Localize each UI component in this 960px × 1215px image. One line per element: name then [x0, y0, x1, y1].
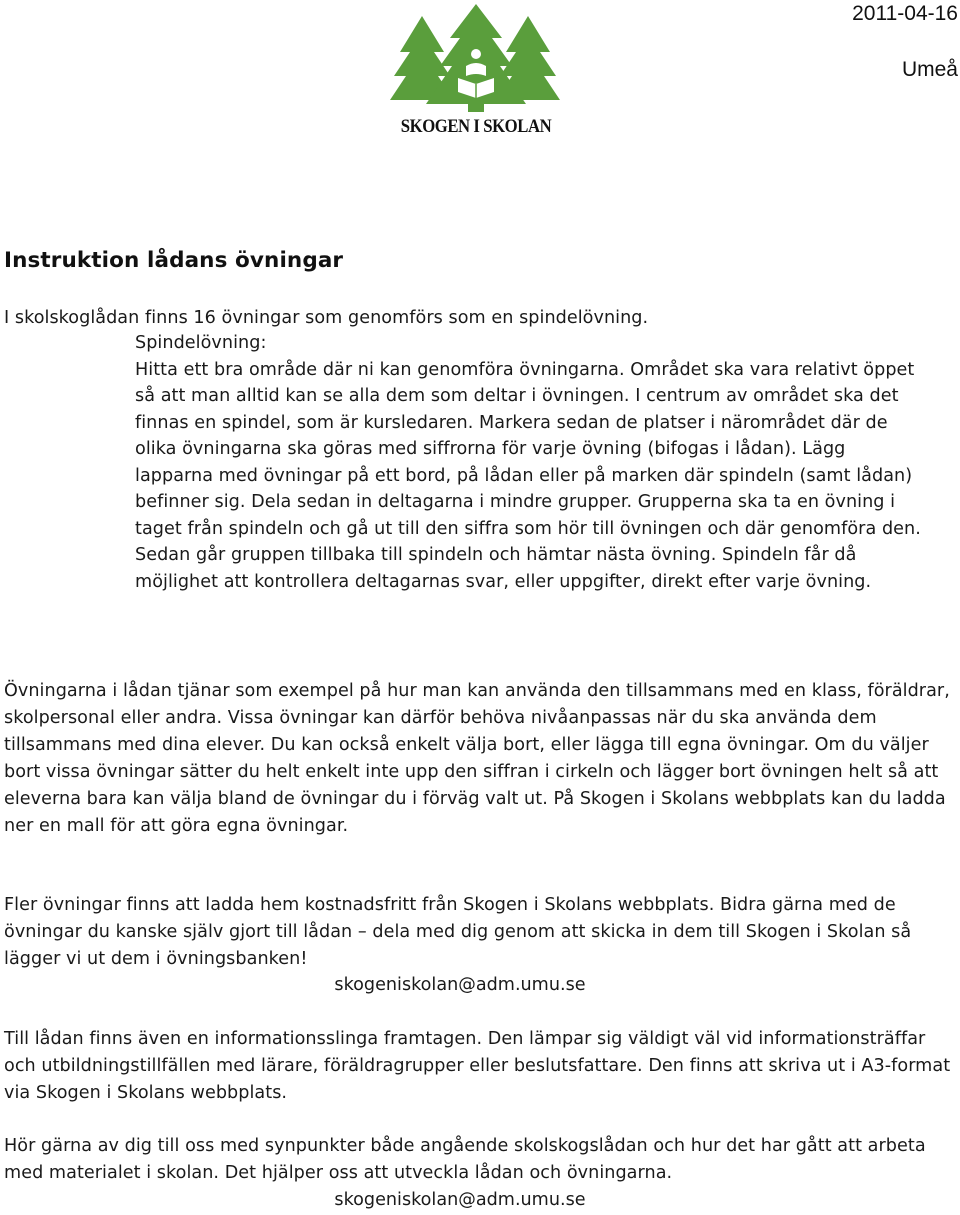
- spindel-section: [135, 330, 925, 595]
- informationsslinga-paragraph: Till lådan finns även en informationsslinga framtagen. Den lämpar sig väldigt väl vid informationsträffar och utbildningstillfällen med lärare, föräldragrupper eller beslutsfattare. Den finns att skriva ut i A3-format via Skogen i Skolans webbplats.: [4, 1029, 951, 1103]
- contact-email: skogeniskolan@adm.umu.se: [334, 975, 586, 995]
- contact-email-footer: skogeniskolan@adm.umu.se: [334, 1190, 586, 1210]
- spindel-label: Spindelövning:: [135, 333, 267, 353]
- feedback-paragraph: Hör gärna av dig till oss med synpunkter både angående skolskogslådan och hur det har gått att arbeta med materialet i skolan. Det hjälper oss att utveckla lådan och övningarna.: [4, 1136, 926, 1183]
- logo-text: SKOGEN I SKOLAN: [400, 116, 552, 137]
- intro-paragraph: I skolskoglådan finns 16 övningar som genomförs som en spindelövning.: [4, 308, 649, 328]
- document-place: Umeå: [901, 58, 958, 81]
- forest-reader-icon: [388, 4, 564, 116]
- exempel-paragraph: Övningarna i lådan tjänar som exempel på hur man kan använda den tillsammans med en klass, föräldrar, skolpersonal eller andra. Vissa övningar kan därför behöva nivåanpassas när du ska använda dem tillsammans med dina elever. Du kan också enkelt välja bort, eller lägga till egna övningar. Om du väljer bort vissa övningar sätter du helt enkelt inte upp den siffran i cirkeln och lägger bort övningen helt så att eleverna bara kan välja bland de övningar du i förväg valt ut. På Skogen i Skolans webbplats kan du ladda ner en mall för att göra egna övningar.: [4, 681, 950, 836]
- document-date: 2011-04-16: [852, 2, 958, 25]
- fler-ovningar-paragraph: Fler övningar finns att ladda hem kostnadsfritt från Skogen i Skolans webbplats. Bidra gärna med de övningar du kanske själv gjort till lådan – dela med dig genom att skicka in dem till Skogen i Skolan så lägger vi ut dem i övningsbanken!: [4, 895, 912, 969]
- skogen-i-skolan-logo: [388, 4, 564, 142]
- spindel-text: Hitta ett bra område där ni kan genomföra övningarna. Området ska vara relativt öppet så att man alltid kan se alla dem som deltar i övningen. I centrum av området ska det finnas en spindel, som är kursledaren. Markera sedan de platser i närområdet där de olika övningarna ska göras med siffrorna för varje övning (bifogas i lådan). Lägg lapparna med övningar på ett bord, på lådan eller på marken där spindeln (samt lådan) befinner sig. Dela sedan in deltagarna i mindre grupper. Grupperna ska ta en övning i taget från spindeln och gå ut till den siffra som hör till övningen och där genomföra den. Sedan går gruppen tillbaka till spindeln och hämtar nästa övning. Spindeln får då möjlighet att kontrollera deltagarnas svar, eller uppgifter, direkt efter varje övning.: [135, 359, 921, 592]
- page-title: Instruktion lådans övningar: [4, 248, 344, 273]
